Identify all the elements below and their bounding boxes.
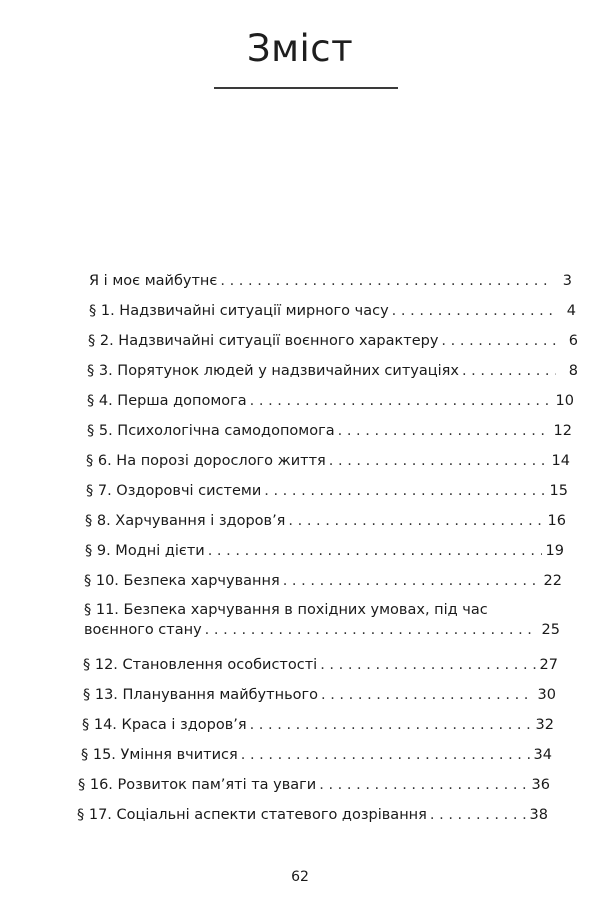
toc-dot-leader (241, 740, 530, 770)
toc-entry-2[interactable] (0, 326, 600, 356)
toc-entry-17[interactable] (0, 800, 600, 830)
toc-entry-5[interactable] (0, 416, 600, 446)
toc-entry-label: § 14. Краса і здоров’я (82, 717, 247, 733)
toc-dot-leader (208, 536, 542, 566)
toc-dot-leader (205, 620, 538, 640)
toc-entry-page: 38 (529, 807, 548, 823)
toc-entry-14[interactable] (0, 710, 600, 740)
page-number: 62 (291, 869, 309, 885)
toc-dot-leader (392, 296, 554, 326)
toc-entry-label: § 11. Безпека харчування в похідних умовах, під час (84, 602, 488, 618)
toc-dot-leader (250, 386, 552, 416)
toc-entry-label: § 9. Модні дієти (85, 543, 205, 559)
toc-entry-page: 15 (549, 483, 568, 499)
toc-entry-12[interactable] (0, 650, 600, 680)
toc-entry-label: § 8. Харчування і здоров’я (85, 513, 286, 529)
toc-entry-4[interactable] (0, 386, 600, 416)
toc-entry-label: § 5. Психологічна самодопомога (87, 423, 335, 439)
toc-entry-8[interactable] (0, 506, 600, 536)
toc-entry-15[interactable] (0, 740, 600, 770)
toc-entry-page: 16 (547, 513, 566, 529)
page-title: Зміст (246, 27, 354, 70)
toc-entry-intro[interactable] (0, 266, 600, 296)
toc-entry-label: § 17. Соціальні аспекти статевого дозрівання (77, 807, 427, 823)
toc-dot-leader (441, 326, 556, 356)
toc-entry-label: Я і моє майбутнє (89, 273, 218, 289)
toc-entry-label: § 3. Порятунок людей у надзвичайних ситуаціях (87, 363, 459, 379)
toc-dot-leader (320, 650, 535, 680)
toc-entry-label: § 6. На порозі дорослого життя (86, 453, 326, 469)
toc-entry-9[interactable] (0, 536, 600, 566)
toc-dot-leader (250, 710, 532, 740)
toc-entry-7[interactable] (0, 476, 600, 506)
toc-entry-page: 12 (553, 423, 572, 439)
toc-entry-label: § 4. Перша допомога (87, 393, 247, 409)
toc-entry-page: 19 (545, 543, 564, 559)
toc-entry-page: 30 (537, 687, 556, 703)
toc-entry-11[interactable] (0, 596, 600, 650)
toc-entry-page: 10 (555, 393, 574, 409)
toc-dot-leader (283, 566, 540, 596)
toc-entry-page: 3 (562, 273, 572, 289)
toc-entry-page: 6 (568, 333, 578, 349)
toc-entry-13[interactable] (0, 680, 600, 710)
toc-entry-label-continued: воєнного стану (84, 622, 202, 638)
toc-entry-label: § 16. Розвиток пам’яті та уваги (78, 777, 317, 793)
toc-dot-leader (338, 416, 550, 446)
toc-entry-1[interactable] (0, 296, 600, 326)
table-of-contents (0, 266, 600, 830)
toc-entry-page: 4 (566, 303, 576, 319)
toc-dot-leader (288, 506, 543, 536)
toc-entry-page: 25 (541, 622, 560, 638)
toc-dot-leader (264, 476, 545, 506)
toc-dot-leader (319, 770, 527, 800)
toc-entry-label: § 2. Надзвичайні ситуації воєнного характеру (88, 333, 439, 349)
toc-entry-page: 14 (551, 453, 570, 469)
toc-entry-label: § 15. Уміння вчитися (81, 747, 238, 763)
toc-dot-leader (329, 446, 548, 476)
toc-entry-page: 8 (568, 363, 578, 379)
toc-entry-label: § 10. Безпека харчування (84, 573, 280, 589)
toc-entry-6[interactable] (0, 446, 600, 476)
toc-dot-leader (220, 266, 550, 296)
toc-entry-label: § 1. Надзвичайні ситуації мирного часу (89, 303, 389, 319)
toc-entry-page: 36 (531, 777, 550, 793)
toc-entry-continuation (84, 620, 560, 640)
toc-dot-leader (462, 356, 556, 386)
toc-entry-label: § 7. Оздоровчі системи (86, 483, 262, 499)
toc-entry-page: 34 (533, 747, 552, 763)
toc-dot-leader (430, 800, 526, 830)
toc-entry-10[interactable] (0, 566, 600, 596)
toc-entry-16[interactable] (0, 770, 600, 800)
toc-entry-label: § 13. Планування майбутнього (83, 687, 318, 703)
toc-entry-page: 32 (535, 717, 554, 733)
toc-dot-leader (321, 680, 534, 710)
toc-entry-page: 22 (543, 573, 562, 589)
toc-entry-label: § 12. Становлення особистості (83, 657, 318, 673)
title-underline (214, 87, 398, 89)
toc-entry-3[interactable] (0, 356, 600, 386)
toc-entry-page: 27 (539, 657, 558, 673)
